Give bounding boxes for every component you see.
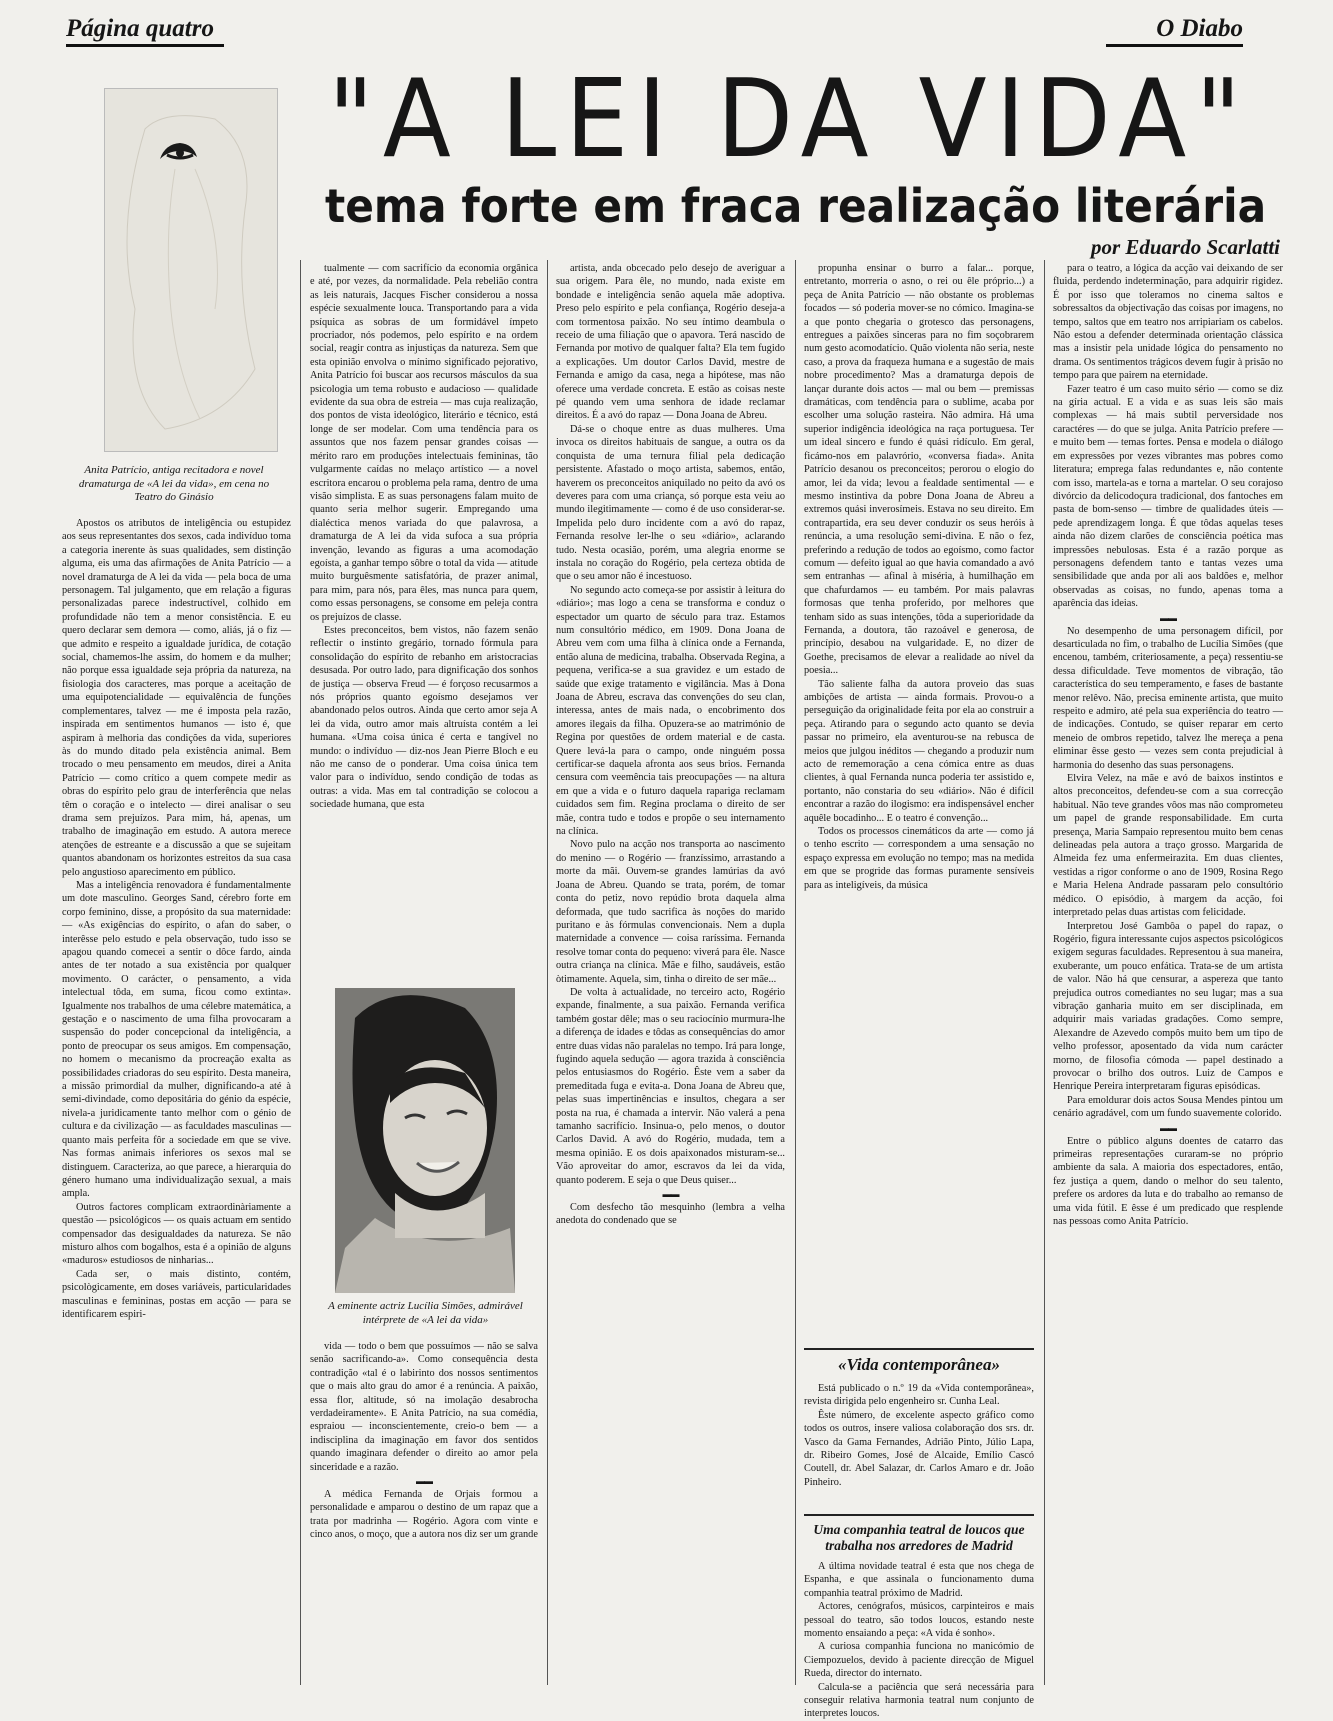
paragraph: No segundo acto começa-se por assistir à leitura do «diário»; mas logo a cena se transforma e conduz o espectador um quarto de século para traz. Estamos num consultório médico, em 1909. Dona Joana de Abreu vem com uma filha à clínica onde a Fernanda, então aluna de medicina, trabalha. Observada Regina, a pequena, verifica-se a sua gravidez e um estado de saúde que exige tratamento e vigilância. Mas à Dona Joana de Abreu, escrava das convenções do seu clan, interessa, antes de mais nada, o encobrimento dos amores ilegais da filha. Opuzera-se ao matrimónio de Regina por questões de ordem material e de casta. Quere levá-la para o campo, onde ninguém possa certificar-se daquela afronta aos seus brios. Fernanda censura com veemência tais preocupações — na altura em que a vida e o futuro daquela rapariga reclamam cuidados sem fim. Regina proclama o direito de ser mãe, contra tudo e todos e propõe o seu internamento na clínica. bbox=[556, 584, 785, 838]
paragraph: Calcula-se a paciência que será necessária para conseguir relativa harmonia teatral num conjunto de interpretes loucos. bbox=[804, 1681, 1034, 1720]
paragraph: tualmente — com sacrifício da economia orgânica e até, por vezes, da normalidade. Pela rebelião contra as leis naturais, Jacques Fischer considerou a nossa espécie sexualmente louca. Transportando para a vida psíquica as sobras de um formidável ímpeto procriador, nós podemos, pelo espírito e na ordem social, reagir contra as injustiças da natureza. Sem que esta opinião envolva o mínimo significado pejorativo, Anita Patrício foi buscar aos recursos másculos da sua psicologia um tema robusto e audacioso — qualidade evidente da sua obra de estreia — mas cuja realização, dos pontos de vista ideológico, literário e técnico, está longe de ser modelar. Com uma tendência para os assuntos que nos fazem pensar grandes coisas — mérito raro em produções intelectuais femininas, tão vulgarmente caídas no melaço artístico — a novel escritora encarou o problema pela rama, dentro de uma visão simplista. E as suas personagens falam muito de quanto seria melhor sugerir. Empregando uma dialéctica menos variada do que palavrosa, a dramaturga de A lei da vida sufoca a sua própria invenção, levando as figuras a uma acomodação egoísta, a ganhar tempo sôbre o total da vida — atitude muito burguêsmente satisfatória, de prazer animal, para mim, para nós, para êles, mas nunca para quem, como essas personagens, se consome em peleja contra os prejuízos de classe. bbox=[310, 263, 538, 623]
paragraph: Todos os processos cinemáticos da arte — como já o tenho escrito — correspondem a uma sensação no espaço expressa em evolução no tempo; mas na medida em que se progride das formas puramente sensíveis para as inteligíveis, da música bbox=[804, 826, 1034, 891]
column-rule bbox=[795, 260, 796, 1685]
article-byline: por Eduardo Scarlatti bbox=[1090, 235, 1280, 259]
paragraph: vida — todo o bem que possuímos — não se salva senão sacrificando-a». Como consequência desta contradição «tal é o labirinto dos nossos sentimentos que o mais alto grau do amor é a renúncia. A paixão, essa flor, altitude, só na imolação desabrocha verdadeiramente». E Anita Patrício, na sua comédia, espraiou — inconscientemente, creio-o bem — a indisciplina da imaginação em favor dos sentidos quando imaginara defender o direito ao amor pela sinceridade e a razão. bbox=[310, 1341, 538, 1473]
article-column-2-top bbox=[310, 262, 538, 970]
notice-title: Uma companhia teatral de loucos que trabalha nos arredores de Madrid bbox=[813, 1522, 1025, 1553]
paragraph: Para emoldurar dois actos Sousa Mendes pintou um cenário agradável, com um fundo suavemente colorido. bbox=[1053, 1094, 1283, 1120]
article-column-4 bbox=[804, 262, 1034, 1337]
paragraph: A médica Fernanda de Orjais formou a personalidade e amparou o destino de um rapaz que a trata por madrinha — Rogério. Agora com vinte e cinco anos, o moço, que a autora nos diz ser um grande bbox=[310, 1489, 538, 1541]
paragraph: A última novidade teatral é esta que nos chega de Espanha, e que assinala o funcionamento duma companhia teatral próximo de Madrid. bbox=[804, 1561, 1034, 1599]
paragraph: De volta à actualidade, no terceiro acto, Rogério expande, finalmente, a sua paixão. Fernanda verifica também gostar dêle; mas o seu raciocínio murmura-lhe a diferença de idades e tôdas as consequências do amor entre duas vidas não paralelas no tempo. Irá para longe, fugindo aquela sedução — agora trazida à consciência pelos entusiasmos do Rogério. Êste vem a saber da premeditada fuga e evita-a. Dona Joana de Abreu que, pelas suas impertinências e insultos, chegara a ser posta na rua, é chamada a intervir. Não valerá a pena tamanho sacrifício. Insinua-o, pelo menos, o doutor Carlos David. A avó do Rogério, mudada, tem a mesma opinião. E os dois apaixonados misturam-se... Vão aproveitar do amor, escravos da lei da vida, quanto poderem. E seja o que Deus quiser... bbox=[556, 986, 786, 1186]
paragraph: Elvira Velez, na mãe e avó de baixos instintos e altos preconceitos, defendeu-se com a sua correcção habitual. Não teve grandes vôos mas não comprometeu um papel de grande responsabilidade. Em curta presença, Maria Sampaio representou muito bem cenas delineadas pela autora a traço grosso. Margarida de Almeida fez uma enfermeirazita. Em duas clientes, vestidas a rigor conforme o ano de 1909, Rosina Rego e Maria Helena Andrade passaram pelo consultório médico. O episódio, à margem da acção, foi interpretado pelas duas artistas com felicidade. bbox=[1053, 773, 1283, 919]
article-headline: "A LEI DA VIDA" bbox=[328, 57, 1251, 182]
paragraph: Fazer teatro é um caso muito sério — como se diz na gíria actual. E a vida e as suas leis são mais complexas — há mais subtil perversidade nos caractéres — do que se julga. Anita Patrício prefere — e muito bem — temas fortes. Pensa e modela o diálogo em expressões por vezes vibrantes mas pobres como literatura; emprega falas redundantes e, não contente com isso, martela-as e torna a martelar. O seu corajoso divórcio da delicodoçura tradicional, dos fantoches em pasta de bom-senso — timbre de qualidades úteis — pede aprendizagem longa. É que tôdas aquelas teses ainda não dizem clarões de consciência poética mas impressões nebulosas. Esta é a razão porque as personagens defendem tanto e tantas vezes uma sensibilidade que anda por ali aos baldões e, melhor observadas as coisas, no fundo, apenas toma a aparência das ideias. bbox=[1053, 383, 1283, 610]
paragraph: A curiosa companhia funciona no manicómio de Ciempozuelos, devido à paciente direcção de Miguel Rueda, director do internato. bbox=[804, 1641, 1034, 1680]
section-separator: ▬▬ bbox=[416, 1476, 432, 1487]
paragraph: Estes preconceitos, bem vistos, não fazem senão reflectir o instinto gregário, tornado fórmula para consolidação do espírito de rebanho em aristocracias desusada. Por outro lado, para dignificação dos sonhos de justiça — observa Freud — é forçoso recusarmos a nós próprios quanto egoísmo desejamos ver abandonado pelos outros. Ainda que certo amor seja A lei da vida, outro amor mais altruísta contém a lei humana. «Uma coisa única é certa e tangível no mundo: o indivíduo — diz-nos Jean Pierre Bloch e eu não me canso de o ponderar. Uma coisa única tem valor para o indivíduo, sendo condição de todas as outras: a vida. Mas em tal contradição se colocou a sociedade humana, que esta bbox=[310, 624, 538, 811]
column-rule bbox=[300, 260, 301, 1685]
paragraph: para o teatro, a lógica da acção vai deixando de ser fluida, perdendo indeterminação, para adquirir rigidez. É por isso que toleramos no cinema saltos e sobressaltos da objectivação das coisas por imagens, no tempo, saltos que em teatro nos arripiariam os cabelos. Não estou a defender determinada orientação clássica mas a insistir pela unidade lógica do pensamento no drama. Os sentimentos trágicos devem fugir à prisão no tempo para que pairem na eternidade. bbox=[1053, 263, 1283, 382]
article-column-1 bbox=[62, 517, 291, 1687]
paragraph: propunha ensinar o burro a falar... porque, entretanto, morreria o asno, o rei ou êle próprio...) a peça de Anita Patrício — não obstante os problemas focados — só poderia mover-se no cómico. Imagina-se a que ponto chegaria o grotesco das personagens, entregues a paixões sinceras para no fim soçobrarem num gesto acomodatício. Quão violenta não seria, neste caso, a prova da fraqueza humana e a sugestão de mais nobre procedimento? Mas a dramaturga depois de lançar durante dois actos — mal ou bem — premissas dramáticas, com tendência para o sublime, acaba por escolher uma solução rasteira. Não admira. Há uma superior indigência ideológica na raça portuguesa. Ter um ideal sincero e fundo é quási ridículo. Em geral, ficámo-nos em palavrório, «conversa fiada». Anita Patrício desanou os preconceitos; perorou o elogio do amor, lei da vida; levou a fealdade sentimental — e mesmo instintiva da pobre Dona Joana de Abreu a extremos quási inverosímeis. Estava no seu direito. Em contrapartida, era seu dever conduzir os seus heróis à renúncia, a uma resolução semi-divina. E não o fez, preferindo a redução de todos ao egoísmo, como factor comum — defeito igual ao que havia comandado a avó sem entranhas — afinal à miséria, à humilhação em que chafurdamos — eu também. Por mais palavras formosas que tenha proferido, por melhores que tenham sido as suas intenções, tôda a superioridade da Fernanda, a doutora, tão razoável e generosa, de princípio, desabou na vulgaridade. E, no dizer de Goethe, precisamos de elevar a realidade ao nível da poesia... bbox=[804, 263, 1034, 677]
vida-contemporanea-notice bbox=[804, 1348, 1034, 1514]
paragraph: artista, anda obcecado pelo desejo de averiguar a sua origem. Para êle, no mundo, nada existe em bondade e inteligência senão aquela mãe adoptiva. Preso pelo espírito e pela confiança, Rogério deseja-a com tormentosa paixão. No seu íntimo deambula o receio de uma filiação que o apavora. Terá nascido de Fernanda por motivo de qualquer falta? Ela tem fugido a explicações. Um doutor Carlos David, mestre de Fernanda e amigo da casa, nega a hipótese, mas não oferece uma verdade concreta. E estão as coisas neste pé quando vem uma senhora de idade reclamar direitos. É a avó do rapaz — Dona Joana de Abreu. bbox=[556, 263, 785, 422]
lucilia-simoes-caption: A eminente actriz Lucília Simões, admirável intérprete de «A lei da vida» bbox=[328, 1300, 523, 1326]
page-number-label: Página quatro bbox=[66, 14, 224, 47]
paragraph: Cada ser, o mais distinto, contém, psicològicamente, em doses variáveis, particularidades masculinas e femininas, postas em acção — para se identificarem espiri- bbox=[62, 1268, 291, 1320]
paragraph: Mas a inteligência renovadora é fundamentalmente um dote masculino. Georges Sand, cérebro forte em corpo feminino, disse, a propósito da sua maternidade: — «As exigências do espírito, o afan do saber, o interêsse pelo estudo e pela observação, tudo isso se apagou quando comecei a sentir o dôce fardo, ainda antes de ter notado a sua existência por qualquer movimento. O carácter, o pensamento, a vida intelectual tôda, em suma, ficou como extinta». Igualmente nos trabalhos de uma célebre matemática, a gestação e o nascimento de uma filha provocaram a suspensão do poder concepcional da inteligência, a ponto de preocupar os seus amigos. Em compensação, no homem o mecanismo da procreação exalta as possibilidades criadoras do seu espírito. Desta maneira, a missão primordial da mulher, dignificando-a até à semi-divindade, como depositária do génio da espécie, nivela-a juridicamente tanto melhor com o génio de cultura e da civilização — as faculdades masculinas — quanto mais perfeita fôr a sociedade em que se vive. Nas formas animais inferiores os sexos mal se distinguem. Caracteriza, ao que parece, a hierarquia do género humano uma individualização sexual, a mais ampla. bbox=[62, 879, 291, 1200]
column-rule bbox=[547, 260, 548, 1685]
paragraph: Êste número, de excelente aspecto gráfico como todos os outros, insere valiosa colaboração dos srs. dr. Vasco da Gama Fernandes, Adrião Pinto, Júlio Lapa, dr. Ribeiro Gomes, José de Alcaide, Emílio Cascó Coutell, dr. Abel Salazar, dr. Carlos Amaro e dr. João Pinheiro. bbox=[804, 1409, 1034, 1488]
paragraph: No desempenho de uma personagem difícil, por desarticulada no fim, o trabalho de Lucília Simões (que encenou, também, criteriosamente, a peça) ressentiu-se dessa dificuldade. Teve momentos de vibração, tão característica do seu temperamento, e fases de bastante menor relêvo. Não, precisa eminente artista, que muito respeito e admiro, até pela sua experiência do teatro — de indicações. Contudo, se quiser reparar em certo meneio de ombros repetido, talvez lhe mereça a pena eliminar êsse gesto — vezes sem conta prejudicial à harmonia do desenho das suas personagens. bbox=[1053, 625, 1283, 771]
article-column-3 bbox=[556, 262, 785, 1687]
newspaper-name: O Diabo bbox=[1106, 14, 1243, 47]
paragraph: Está publicado o n.º 19 da «Vida contemporânea», revista dirigida pelo engenheiro sr. Cunha Leal. bbox=[804, 1383, 1034, 1408]
section-separator: ▬▬ bbox=[1160, 612, 1176, 623]
notice-title: «Vida contemporânea» bbox=[838, 1355, 1000, 1374]
lucilia-simoes-photo bbox=[335, 988, 515, 1293]
paragraph: Apostos os atributos de inteligência ou estupidez aos seus representantes dos sexos, cada indivíduo toma a categoria inerente às suas qualidades, sem distinção alguma, eis uma das afirmações de Anita Patrício — a novel dramaturga de A lei da vida — pela boca de uma personagem. Tal julgamento, que em relação a figuras personalizadas parece indestructível, colhido em profundidade não tem a menor consistência. E eu quero declarar sem demora — como, aliás, já o fiz — que admito e respeito a igualdade jurídica, de cotação social, chamemos-lhe assim, do homem e da mulher; não porque essa igualdade seja própria da natureza, na fisiologia dos caracteres, mas porque a aceitação de uma equipotencialidade — equivalência de funções complementares, talvez — me é imposta pela razão, inspirada em sentimentos humanos — isto é, que aspiram à melhoria das condições da vida, superiores às do mundo ditado pela existência animal. Bem trocado o meu pensamento em meudos, direi a Anita Patrício — como crítico a quem compete medir as obras do espírito pelo grau de interferência que nelas têm o coração e o intelecto — direi analisar o seu drama sem prejuízos. Para mim, há, apenas, um trabalho de imaginação em estudo. A autora merece atenções de estreante e a discussão a que se sujeitam quantos abandonam os horizontes estreitos da sua casa pelo angustioso aparecimento em público. bbox=[62, 518, 291, 878]
section-separator: ▬▬ bbox=[662, 1189, 679, 1200]
anita-patricio-caption: Anita Patrício, antiga recitadora e novel dramaturga de «A lei da vida», em cena no Teatro do Ginásio bbox=[78, 464, 270, 503]
article-column-2-bottom bbox=[310, 1340, 538, 1687]
paragraph: Entre o público alguns doentes de catarro das primeiras representações curaram-se no próprio ambiente da sala. A maioria dos espectadores, então, fez justiça a quem, dando o melhor do seu talento, prefere os ardores da luta e do trabalho ao remanso de uma vida fútil. E êsse é um predicado que resplende nas pessoas como Anita Patrício. bbox=[1053, 1135, 1283, 1228]
article-column-5 bbox=[1053, 262, 1283, 1687]
paragraph: Actores, cenógrafos, músicos, carpinteiros e mais pessoal do teatro, são todos loucos, estando neste momento ensaiando a peça: «A vida é sonho». bbox=[804, 1601, 1034, 1640]
teatro-loucos-notice bbox=[804, 1514, 1034, 1720]
paragraph: Interpretou José Gambôa o papel do rapaz, o Rogério, figura interessante cujos aspectos psicológicos exigem seguras faculdades. Representou à sua maneira, exuberante, um pouco enfática. Trata-se de um artista de valor. Não há que censurar, a aspereza que tanto prejudica outros comediantes no seu lugar; mas a sua vibração ganharia muito em ser disciplinada, em adquirir mais variadas gradações. Como sempre, Alexandre de Azevedo compôs muito bem um tipo de velho professor, aposentado da vida num carácter morno, de filosofia cómoda — papel destinado a provocar o brilho dos outros. Luiz de Campos e Henrique Pereira interpretaram figuras episódicas. bbox=[1053, 920, 1283, 1093]
anita-patricio-photo bbox=[104, 88, 278, 452]
paragraph: Tão saliente falha da autora proveio das suas ambições de artista — ainda formais. Provou-o a perseguição da originalidade feita por ela ao construir a peça. Atirando para o segundo acto quanto se devia passar no primeiro, ela aventurou-se na rebusca de meios que julgou inéditos — chegando a produzir num acto de rememoração a cena cómica entre as duas clientes, à qual Fernanda nunca poderia ter assistido e, portanto, não constaria do seu «diário». Não é difícil encontrar a razão do ilogismo: era indispensável encher aquêle bocadinho... E o teatro é convenção... bbox=[804, 678, 1034, 824]
paragraph: Novo pulo na acção nos transporta ao nascimento do menino — o Rogério — franzíssimo, arrastando a morte da mãi. Ouvem-se grandes lamúrias da avó Joana de Abreu. Quando se trata, porém, de tomar conta do petiz, novo repúdio brota daquela alma deformada, que tudo sacrifica às noções do marido puritano e às fórmulas convencionais. Nem a dupla maternidade a convence — coisa raríssima. Fernanda resolve tomar conta do pequeno: viverá para êle. Nasce outra criança na clínica. Mãe e filho, saudáveis, estão òtimamente. Aquela, sim, tinha o direito de ser mãe... bbox=[556, 839, 785, 985]
article-subheadline: tema forte em fraca realização literária bbox=[325, 179, 1267, 233]
column-rule bbox=[1044, 260, 1045, 1685]
paragraph: Outros factores complicam extraordinàriamente a questão — psicológicos — os quais actuam em sentido compensador das desigualdades da natureza. Se não misturo alhos com bogalhos, esta é a opinião de alguns «maduros» estudiosos de ninharias... bbox=[62, 1201, 291, 1267]
section-separator: ▬▬ bbox=[1160, 1122, 1176, 1133]
paragraph: Com desfecho tão mesquinho (lembra a velha anedota do condenado que se bbox=[556, 1202, 785, 1227]
paragraph: Dá-se o choque entre as duas mulheres. Uma invoca os direitos habituais de sangue, a outra os da conquista de uma ternura filial pela dedicação persistente. Afastado o moço artista, sabemos, então, haverem os preconceitos aniquilado no peito da avó os deveres para com uma criança, só porque esta veiu ao mundo ilegitimamente — como é de uso considerar-se. Impelida pelo duro incidente com a avó do rapaz, Fernanda resolve ler-lhe o seu «diário», aclarando tudo. Nesta ocasião, porém, uma alegria enorme se instala no coração do Rogério, pela certeza obtida de que o seu amor não é incestuoso. bbox=[556, 423, 785, 583]
